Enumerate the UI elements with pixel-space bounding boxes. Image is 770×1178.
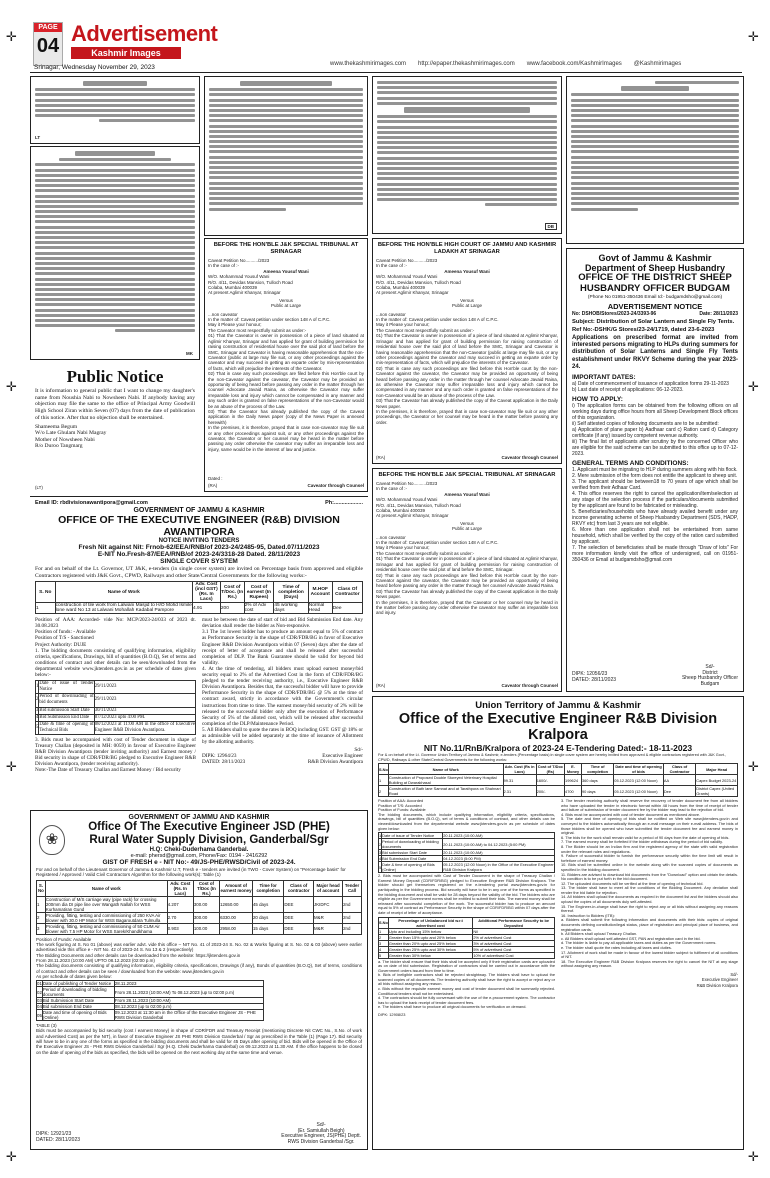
ut-heading: Union Territory of Jammu & Kashmir: [475, 700, 641, 711]
section-title: Advertisement: [71, 21, 218, 46]
table-row: 1 construction of tile work from Lalwani Masjid to H/O Mohd Ismile lone ward No 13 at Lalwani Mohallah Kadabal Pampore 4.91 200 2% of Adv cost 45 working days Normal Head Dee: [36, 603, 363, 614]
section-header: [71, 21, 218, 64]
office-heading: OFFICE OF THE EXECUTIVE ENGINEER (R&B) DIVISION AWANTIPORA: [58, 514, 340, 538]
important-dates-heading: IMPORTANT DATES:: [572, 374, 636, 382]
phe-ganderbal-tender-notice: [30, 810, 368, 1150]
notice-intro: For and on behalf of the Lieutenant Governor of Jammu & Kashmir U.T, Fresh e - tenders are invited (in TWO - Cover System) on "Percentage basis" for Registered / Approved / Valid Civil Contractors Algorithm for the following work(s): Table (1): [36, 867, 346, 878]
caveator-signature: Caveator through Counsel: [307, 482, 364, 488]
notice-column-right: 3. The tender receiving authority shall reserve the recovery of tender document fee from all bidders who have uploaded the tender in electronic format within 48 hours from the time of receipt of tender and failure of submission of tender document fee by the bidder may lead to the rejection of bid. 4. Bids must be accompanied with cost of tender document as mentioned above. 5. The date and time of opening of bids shall be notified on Web site www.jktenders.gov.in and conveyed to the bidders automatically through an e-mail message on their e-mail address. The bids of those bidders shall be opened who have submitted the tender document fee and earnest money in original. 6. The bids for the work shall remain valid for a period of 90 days from the date of opening of bids. 7. The earnest money shall be forfeited if the bidder withdraws during the period of bid validity. 8. The Bidder should be an Indian firm and the registered agency of the state with valid registration under the relevant rules and regulations. 9. Failure of successful bidder to furnish the performance security within the time limit will result in forfeiture of earnest money. 10. Bids shall be submitted online in the website along with the scanned copies of documents as specified in the bidding document. 11. Bidders are advised to download bid documents from the "Download" option and obtain the details. No condition is to be put forth in the bid document. 12. The uploaded documents will be verified at the time of opening of technical bid. 13. The bidder shall have to meet all the conditions of the Bidding Document. Any deviation shall render the bid liable for rejection. 14. All bidders shall upload the documents as required in the document list and the bidders should also upload the copies of all documents duly self-attested. 15. The Engineer-in-charge shall have the right to reject any or all bids without assigning any reasons thereof. 16. Instruction to Bidders (ITB): a. Bidders shall submit the following information and documents with their bids: copies of original documents defining constitution/legal status, place of registration and principal place of business, and registration cards. b. All Bidders shall upload Treasury Challan. c. All Bidders shall upload self-attested GST, PAN and registration card in the bid. d. The bidder is liable to pay all applicable taxes and duties as per the Government norms. e. The bidder shall quote the rates including all taxes and duties. 17. Allotment of work shall be made in favour of the lowest bidder subject to fulfilment of all conditions of NIT. 18. The Executive Engineer R&B Division Kralpora reserves the right to cancel the NIT at any stage without assigning any reason. Sd/- Executive Engineer R&B Division Kralpora: [561, 798, 738, 988]
urdu-notice-2: [30, 146, 200, 360]
gov-heading: GOVERNMENT OF JAMMU & KASHMIR: [133, 507, 265, 514]
caveator-signature: Caveator through Counsel: [501, 682, 558, 688]
gov-heading: GOVERNMENT OF JAMMU AND KASHMIR: [128, 814, 270, 821]
notice-column-left: Position of AAA: Accorded Position of T/S: Accorded Position of Funds: Available The bidding documents, which include qualifying information, eligibility criteria, specifications, drawings, bill of quantities (B.O.Q), set of terms & conditions of contract, and other details can be viewed/downloaded from the departmental website www.jktenders.gov.in as per schedule of dates given below: 1 Date of issue of Tender Notice 20.11.2023 (10:00 AM) 2 Period of downloading of bidding documents 20.11.2023 (10:00 AM) to 04.12.2023 (5:00 PM) 3 Bid submission Start Date 20.11.2023 (10:00 AM) 4 Bid Submission End Date 04.12.2023 (5:00 PM) 5 Date & time of opening of Bids (Online) 05.12.2023 (12:00 Noon) in the Office of the Executive Engineer R&B Division Kralpora 2. Bids must be accompanied with Cost of Tender Document in the shape of Treasury Challan / Earnest Money Deposit (CDR/FDR/BG) pledged to Executive Engineer R&B Division Kralpora. The bidder should get themselves registered on the e-tendering portal www.jktenders.gov.in for participating in the bidding process. Bid security will have to be in any one of the forms as specified in the bidding document and shall be valid for 28 days beyond the validity of the bid. The bidders who are eligible as per the Government norms shall be entitled to submit their bids. The earnest money shall be released after successful completion of the work. The successful bidder has to produce an amount equal to 5% of contract as Performance Security in the shape of CDR/FDR/BG within 07 days after the date of receipt of letter of acceptance. S.No Percentage of Unbalanced bid w.r.t advertised cost Additional Performance Security to be Deposited 1 Upto and including 15% below Nil 2 Greater than 15% upto and 20% below 2% of advertised Cost 3 Greater than 20% upto and 25% below 3% of advertised Cost 4 Greater than 25% upto and 30% below 5% of advertised Cost 5 Greater than 30% below 10% of advertised Cost a. The bidder shall ensure that their bids shall be accepted only if their registration cards are uploaded as on date of bid submission. Registration of contractors shall be carried out in accordance with the Government orders issued from time to time. b. Bids of ineligible contractors shall be rejected straightway. The bidders shall have to upload the scanned copies of all documents. The tendering authority shall have the right to accept or reject any or all bids without assigning any reason. c. Bids without the requisite earnest money and cost of tender document shall be summarily rejected. Conditional tenders shall not be entertained. d. The contractors should be fully conversant with the use of the e-procurement system. The contractor has to upload the bank receipt of tender document fees. e. The bidders shall have to produce all original documents for verification on demand. DIPK: 12908/23: [378, 798, 555, 1018]
schedule-table: 1 Date of issue of Tender Notice 20.11.2023 (10:00 AM) 2 Period of downloading of bidding documents 20.11.2023 (10:00 AM) to 04.12.2023 (5:00 PM) 3 Bid submission Start Date 20.11.2023 (10:00 AM) 4 Bid Submission End Date 04.12.2023 (5:00 PM) 5 Date & time of opening of Bids (Online) 05.12.2023 (12:00 Noon) in the Office of the Executive Engineer R&B Division Kralpora: [379, 833, 554, 873]
office-heading: Office Of The Executive Engineer JSD (PHE) Rural Water Supply Division, Ganderbal/Sgr: [88, 821, 330, 846]
caveat-parties: Caveat Petition No........../2023 In the case of :- Ameena Yousuf Wani W/O. Mohammad Yousuf Wani R/O. 4/11, Devidas Mansion, Tulloch Road Colaba, Mumbai 400039 At present Aglimir Khanyar, Srinagar Versus Public at Large: [376, 481, 490, 532]
notice-dipk: DIPK: 12964/23: [202, 753, 237, 760]
notice-code: DB: [545, 223, 558, 230]
how-to-apply-list: i) The application forms can be obtained from the following offices on all working days during office hours from all Sheep Development Block offices of this organization. ii) Self attested copies of following documents are to be submitted: a) Application of plane paper b) Aadhaar card c) Ration card d) Category certificate (if any) issued by competent revenue authority. iii) The final list of applicants after scrutiny by the concerned Officer who are eligible for the said scheme can be submitted to this office up to 07-12-2023.: [572, 403, 738, 458]
notice-code: (LT): [35, 484, 43, 490]
registration-mark: ✛: [6, 760, 17, 775]
caveat-body: ...non caveator In the matter of: Caveat petition under section 148 A of C.P.C. May it Please your honour; The Caveator most respectfully submit as under:- 01) That the Caveator is owner in possession of a piece of land situated at Aglimir Khanyar, Srinagar and has applied for grant of building permission for raising construction of residential house over the said plot of land before the SMC, Srinagar and Caveator is having reasonable apprehension that the non-Caveator (public at large may file suit, or any other proceedings against the caveator and may succeed in getting an exparte order by mis-representation of facts, which will prejudice the interests of the Caveator. 02) That in case any such proceedings are filed before this Hon'ble court by the non-Caveator against the caveator, the Caveator may be provided an opportunity of being heard before passing any order in the matter through her counsel Advocate Javaid Raina, as otherwise the Caveator may suffer irreparable loss and injury which cannot be compensated in any manner and any such order is granted on false representations of the non-Caveator would be an abuse of the process of the Law. 03) That the Caveator has already published the copy of the Caveat application in the Daily News paper (copy of the News Paper is annexed herewith) In the premises, it is therefore, prayed that in case non-caveator may file suit or any other proceedings against suit, or any other proceedings against the caveator, the Caveator or her counsel may be heard in the matter before passing any order otherwise the caveator may suffer an irreparable loss and injury, same would be in the interest of law and justice.: [208, 311, 364, 452]
registration-mark: ✛: [748, 760, 759, 775]
notice-terms: TABLE (3) Bids must be accompanied by bid security (cost / earnest Money) in shape of CDR/FDR and Treasury Receipt (mentioning Discrete Nit CWC No., S.No. of work and Advertised Cost) as per the NIT), in favor of Executive Engineer JS PHE RWS Division Ganderbal / Sgr as prescribed in the Table (1) (Page 17). Bid security will have to be in any one of the forms as specified in the bidding documents and shall be valid for 45 Days after opening of bid. Bids will be opened in the Office of the Executive Engineer JS - PHE RWS Division Ganderbal / Sgr (H.Q. Cheki Duderhama Ganderbal) on 09.12.2023 at 11.30 AM. If the office happens to be closed on the date of opening of the bids as specified, the bids will be opened on the next working day at the same time and venue.: [36, 1023, 362, 1055]
notice-dipk: DIPK: 12921/23 DATED: 28/11/2023: [36, 1131, 81, 1143]
public-notice-title: Public Notice: [66, 367, 164, 386]
registration-mark: ✛: [6, 380, 17, 395]
registration-mark: ✛: [748, 30, 759, 45]
notice-intro: For and on behalf of the Lt. Governor, UT J&K, e-tenders (in single cover system) are invited on Percentage basis from approved and eligible Contractors registered with J&K Govt., CPWD, Railways and other State/Central Governments for the following works:-: [35, 566, 363, 579]
notice-code: LT: [35, 134, 41, 140]
notice-columns: [35, 617, 363, 773]
notice-reference: Ref No:-DSHK/G Stores/23-24/1719, dated 23-6-2023: [572, 327, 715, 333]
notice-title: NOTICE INVITING TENDERS: [158, 538, 240, 544]
caveat-body: ...non caveator In the matter of: Caveat petition under section 148 A of C.P.C. May it Please your honour; The Caveator most respectfully submit as under:- 01) That the Caveator is owner in possession of a piece of land situated at Aglimir Khanyar, Srinagar and has applied for grant of building permission for raising construction of residential house over the said plot of land before the SMC, Srinagar. 02) That in case any such proceedings are filed before this Hon'ble court by the non-Caveator against the caveator, the Caveator may be provided an opportunity of being heard before passing any order in the matter through her counsel Advocate Javaid Raina. 03) That the Caveator has already published the copy of the Caveat application in the Daily News paper. In the premises, it is therefore, prayed that the Caveator or her counsel may be heard in the matter before passing any order otherwise the caveator may suffer an irreparable loss and injury.: [376, 534, 558, 616]
epaper-link[interactable]: http://epaper.thekashmirimages.com: [418, 61, 515, 67]
notice-code: (RA): [208, 482, 218, 488]
masthead-rule: [30, 72, 742, 73]
notice-heading: BEFORE THE HON'BLE J&K SPECIAL TRIBUNAL AT SRINAGAR: [378, 472, 556, 478]
notice-heading: BEFORE THE HON'BLE J&K SPECIAL TRIBUNAL AT SRINAGAR: [213, 242, 359, 255]
page-number: 04: [36, 35, 60, 57]
emblem-icon: ❀: [39, 825, 65, 855]
contact-row: Email ID: rbdivisionawantipora@gmail.com Ph:...................: [35, 500, 363, 506]
nit-line: NIT No.11/RnB/Kralpora of 2023-24 E-Tendering Dated:- 18-11-2023: [423, 743, 693, 753]
contact-line: e-mail: phersd@gmail.com, Phone/Fax: 0194 - 2416292: [130, 853, 268, 859]
caveat-parties: Caveat Petition No........../2023 In the case of :- Ameena Yousuf Wani W/O. Mohammad Yousuf Wani R/O. 4/11, Devidas Mansion, Tulloch Road Colaba, Mumbai 400039 At present Aglimir Khanyar, Srinagar Versus Public at Large: [208, 258, 309, 309]
notice-signatory: Sd/- (Er. Samiullah Beigh) Executive Engineer, JS(PHE) Deptt. RWS Division Ganderbal /Sgr.: [281, 1122, 361, 1145]
urdu-notice-4: [372, 76, 562, 234]
caveat-notice-tribunal-2: [372, 468, 562, 692]
important-dates-list: a) Date of commencement of issuance of application forms 29-11-2023 b) Last date of receipt of applications: 06-12-2023.: [572, 381, 729, 394]
sheep-husbandry-advertisement: [566, 248, 744, 692]
public-notice-body: It is information to general public that I want to change my daughter's name from Noushia Nabi to Nowsheen Nabi. If anybody having any objection may file the same to the office of Principal Army Goodwill High School Ziran within Seven (07) days from the date of publication of this notice. After that no objection shall be entertained.: [35, 388, 195, 421]
page-label: PAGE: [34, 23, 62, 32]
notice-subject: Subject: Distribution of Solar Lantern and Single Fly Tents.: [572, 319, 735, 325]
notice-code: (RA): [376, 454, 386, 460]
schedule-table: 1 Date of issue of Tender Notice 29/11/2023 2 Period of downloading of bid documents 29/11/2023 3 Bid submission Start Date 30/11/2023 4 Bid Submission End Date 07/12/2023 upto 4:00 PM. 5 Date & time of opening of Technical Bids 08/12/2023 at 11:00 AM in the office of Executive Engineer R&B Division Awantipora.: [36, 681, 195, 733]
notice-code: (RA): [376, 682, 386, 688]
department-heading: Department of Sheep Husbandry: [584, 263, 726, 273]
table-row: 3 Providing, fitting, testing and commissioning of 50 CUM Air blower with 7.5 HP Motor for WSS Sarek/Khandkhama 0.903 100.00 2958.00 15 days DEE M&R 2nd: [37, 923, 362, 934]
registration-mark: ✛: [6, 30, 17, 45]
general-terms-list: 1. Applicant must be migrating to HLP during summers along with his flock. 2. Mere submission of the form does not entitle the applicant to sheep unit. 3. The applicant should be between18 to 70 years of age which shall be verified from their Adhaar Card. 4. This office reserves the right to cancel the application/item/selection at any stage of the selection process if the particulars/documents submitted by the applicant are found to be fabricated or misleading. 5. Beneficiaries/households who have already availed benefit under any income generating scheme of Sheep Husbandry Department (SDS, HADP, RKVY etc) from last 3 years are not eligible. 6. More than one application shall not be entertained from same household, which shall be verified by the copy of the ration card submitted by applicant. 7. The selection of beneficiaries shall be made through "Draw of lots" For more information kindly visit the office of undersigned, call on 01951-350436 or Email at budgamdsho@gmail.com: [572, 467, 738, 564]
urdu-notice-1: [30, 76, 200, 144]
table-row: 2 Construction of Bath lane Samnat and at Tarathpora on Shahnari Road 2.31 200/- 4700 90 days 05.12.2023 (12:00 Noon) Dee District Capex (United Grants): [379, 786, 738, 797]
tender-table: [35, 581, 363, 614]
how-to-apply-heading: HOW TO APPLY:: [572, 396, 623, 404]
registration-mark: ✛: [6, 1150, 17, 1165]
nit-line: Fresh Nit against Nit: Frnob-62/EEA/RNB/of 2023-24/2485-95, Dated.07/11/2023: [78, 544, 320, 551]
urdu-notice-5: [566, 76, 744, 244]
registration-mark: ✛: [748, 380, 759, 395]
dateline: Srinagar, Wednesday November 29, 2023: [34, 64, 155, 71]
awantipora-tender-notice: [30, 496, 368, 808]
tender-table: S.No Name of Work Adv. Cost (Rs in Lacs) Cost of T/Doc (Rs) E. Money Time of completion Date and time of opening of bids Class of Contractor Major Head 1 Construction of Proposed Double Storeyed Veterinary Hospital Building at Dwarakhasal 99.31 1600/- 199624 360 days 05.12.2023 (12:00 Noon) AA Capex Budget 2023-24 2 Construction of Bath lane Samnat and at Tarathpora on Shahnari Road 2.31 200/- 4700 90 days 05.12.2023 (12:00 Noon) Dee District Capex (United Grants): [379, 764, 737, 796]
hq-line: H.Q: Cheki-Duderhama Ganderbal.: [149, 847, 249, 853]
notice-column-right: must be between the date of start of bid and Bid Submission End date. Any deviation shall render the bidder as Non-responsive. 3.1 The 1st lowest bidder has to produce an amount equal to 5% of contract as Performance Security in the shape of CDR/FDR/BG in favor of Executive Engineer R&B Division Awantipora within 07 (Seven) days after the date of receipt of letter of acceptance and shall be released after successful completion of DLP. The Bank Guarantee should be valid for beyond bid validity. 4. At the time of tendering, all bidders must upload earnest money/bid security equal to 2% of the Advertised Cost in the form of CDR/FDR/BG pledged to the tender receiving authority, i.e., Executive Engineer R&B Division Awantipora. Besides that, the successful bidder will have to provide Performance Security in the shape of CDR/FDR/BG @ 5% at the time of contract award, strictly in accordance with the Government's circular instructions from time to time. The earnest money/bid security of 2% will be released to the successful bidder only after the execution of Performance Security of 5% of the alloted cost, which will be released after successful completion of the DLP/Maintenance Period. 5. All Bidders shall to quote the rates in BOQ including GST. GST @ 18% or as admissible will be added separately at the time of issuance of Allotment by the allotting authority. Sd/- DIPK: 12964/23 DATED: 28/11/2023 Executive Engineer R&B Division Awantipora: [202, 617, 363, 766]
notice-body: Applications on prescribed format are invited from interested persons migrating to HLPs during summers for distribution of Solar Lanterns and Single Fly Tents establishment under RKVY Scheme during the year 2023-24.: [572, 335, 738, 370]
caveat-notice-tribunal-1: [204, 238, 368, 492]
schedule-table: 01 Date of publishing of Tender Notice 28.11.2023 02 Period of downloading of bidding documents From 28.11.2023 (10:00 AM) To 08.12.2023 (up to 02:00 p.m) 03 Bid Submission Start Date From 28.11.2023 (10:00 AM) 04 Bid submission End Date 08.12.2023 (up to 02:00 p.m) 05 Date and time of opening of Bids (Online) 09.12.2023 at 11:30 am in the Office of the Executive Engineer JS - PHE RWS Division Ganderbal: [36, 980, 264, 1021]
notice-heading: BEFORE THE HON'BLE HIGH COURT OF JAMMU AND KASHMIR LADAKH AT SRINAGAR: [377, 242, 557, 255]
public-notice: [30, 364, 200, 492]
caveat-notice-high-court: [372, 238, 562, 464]
notice-intro: For & on behalf of the Lt. Governor Union Territory of Jammu & Kashmir, e-tenders (Percentage basis) in single cover system are hereby invited from approved & eligible contractors registered with J&K Govt., CPWD, Railways & other State/Central Governments for the following works:: [378, 753, 726, 762]
caveat-parties: Caveat Petition No........../2023 In the case of :- Ameena Yousuf Wani W/O. Mohammad Yousuf Wani R/O. 4/11, Devidas Mansion, Tulloch Road Colaba, Mumbai 400039 At present Aglimir Khanyar, Srinagar Versus Public at Large: [376, 258, 490, 309]
cover-system: SINGLE COVER SYSTEM: [160, 558, 238, 565]
contact-line: (Phone No 01951-350436 Email Id:- budgamdsho@gmail.com): [587, 295, 723, 300]
page-number-box: [33, 22, 63, 66]
notice-code: MK: [186, 350, 193, 356]
notice-dipk: DIPK: 12056/23 DATED: 28/11/2023: [572, 671, 617, 683]
table-header-row: S. No Name of Work Adv. Cost (incl GST) (Rs. In Lacs) Cost of T/Doc. (In Rs.) Cost of earnest (In Rupees) Time of completion (Days) M.HOF Account Class Of Contractor: [36, 582, 363, 603]
nit-line: GIST OF FRESH e - NIT No:- 49/JS-PHE/RWSD/Civil of 2023-24.: [102, 859, 296, 866]
notice-date: Dated :: [208, 475, 223, 481]
website-link[interactable]: www.thekashmirimages.com: [330, 61, 407, 67]
notice-signatory: Sd/- Executive Engineer R&B Division Kralpora: [696, 971, 738, 988]
signatory-title: Executive Engineer: [322, 753, 363, 760]
urdu-notice-3: [204, 76, 368, 236]
registration-mark: ✛: [748, 1150, 759, 1165]
table-row: 1 Construction of M/S carriage way (pipe rack) for crossing 200mm dia DI pipe line over Wangath Nallah for WSS Kurhamatiran Gund 4.207 300.00 12650.00 45 days DEE JKIDFC 2nd: [37, 896, 362, 912]
notice-ref: No: DSHOB/Stores/2023-24/3393-96 Date: 28/11/2023: [572, 311, 738, 317]
signatory-office: R&B Division Awantipora: [307, 759, 363, 766]
notice-signatory: Sd/- District Sheep Husbandry Officer Budgam: [681, 664, 738, 687]
caveat-body: ...non caveator In the matter of: Caveat petition under section 148 A of C.P.C. May it Please your honour; The Caveator most respectfully submit as under:- 01) That the Caveator is owner in possession of a piece of land situated at Aglimir Khanyar, Srinagar and has applied for grant of building permission for raising construction of residential house over the said plot of land before the SMC, Srinagar and Caveator is having reasonable apprehension that the non-Caveator (public at large may file suit, or any other proceedings against the caveator and may succeed in getting an exparte order by mis-representation of facts, which will prejudice the interests of the Caveator. 02) That in case any such proceedings are filed before this Hon'ble court by the non-Caveator against the caveator, the Caveator may be provided an opportunity of being heard before passing any order in the matter through her counsel Advocate Javaid Raina, as otherwise the Caveator may suffer irreparable loss and injury which cannot be compensated in any manner and any such order is granted on false representations of the non-Caveator would be an abuse of the process of the Law. 03) That the Caveator has already published the copy of the Caveat application in the Daily News paper. In the premises, it is therefore, prayed that in case non-caveator may file suit or any other proceedings, the Caveator or her counsel may be heard in the matter before passing any order.: [376, 311, 558, 425]
performance-table: S.No Percentage of Unbalanced bid w.r.t advertised cost Additional Performance Security to be Deposited 1 Upto and including 15% below Nil 2 Greater than 15% upto and 20% below 2% of advertised Cost 3 Greater than 20% upto and 25% below 3% of advertised Cost 4 Greater than 25% upto and 30% below 5% of advertised Cost 5 Greater than 30% below 10% of advertised Cost: [378, 917, 555, 959]
facebook-link[interactable]: www.facebook.com/KashmirImages: [526, 61, 622, 67]
notice-body: Position of Funds: Available The work figuring at S. No 01 (above) was earlier advt. vide this office – NIT No. 41 of 2023-24 S. No. 02 & Works figuring at S. No. 02 & 03 (above) were earlier advertised vide this office e - NIT No. 42 of 2023-24 S. No 13 & 2 (respectively) The Bidding Documents and other details can be downloaded from the website: https://jktenders.gov.in From 28.11.2023 (10:00 AM) UPTO 08.12.2023 (02:00 p.m) The bidding documents consisting of qualifying information, eligibility criteria, specifications, Drawings (if any), Bonds of quantities (B.O.Q), Set of terms, conditions of contract and other details can be seen / downloaded from the website: www.jktenders.gov.in As per schedule of dates given below:: [36, 936, 362, 979]
enit-line: E-NIT No.Fresh-87/EEA/RNB/of 2023-24/3318-28 Dated. 28/11/2023: [97, 551, 301, 558]
notice-title: ADVERTISEMENT NOTICE: [607, 302, 703, 311]
notice-column-left: Position of AAA: Accorded- vide No: MCP/2023-24/033 of 2023 dt. 30.08.2023 Position of funds: - Available Position of T/S - Sanctioned Project Authority: DUJE 1. The bidding documents consisting of qualifying information, eligibility criteria, specifications, Drawings, bill of quantities (B.O.Q), Set of terms and conditions of contract and other details can be seen/downloaded from the departmental website www.jktenders.gov.in as per schedule of dates given below:- 1 Date of issue of Tender Notice 29/11/2023 2 Period of downloading of bid documents 29/11/2023 3 Bid submission Start Date 30/11/2023 4 Bid Submission End Date 07/12/2023 upto 4:00 PM. 5 Date & time of opening of Technical Bids 08/12/2023 at 11:00 AM in the office of Executive Engineer R&B Division Awantipora. 3. Bids must be accompanied with cost of Tender document in shape of Treasury Challan (deposited in MH: 0059) in favour of Executive Engineer R&B Division Awantipora (tender inviting authority) and Earnest money / Bid security in shape of CDR/FDR/BG pledged to Executive Engineer R&B Division Awantipora, (tender receiving authority). Note:-The Date of Treasury Challan and Earnest Money / Bid security: [35, 617, 196, 774]
table-row: 1 Construction of Proposed Double Storeyed Veterinary Hospital Building at Dwarakhasal 99.31 1600/- 199624 360 days 05.12.2023 (12:00 Noon) AA Capex Budget 2023-24: [379, 775, 737, 785]
table-row: 2 Providing, fitting, testing and commissioning of 250 KVA Air blower with 30.0 HP Motor for WSS Bagaroutdara Tulmulla 2.70 300.00 6330.00 20 days DEE M&R 2nd: [37, 912, 362, 923]
gov-heading: Govt of Jammu & Kashmir: [598, 253, 712, 263]
office-heading: Office of the Executive Engineer R&B Division Kralpora: [398, 711, 718, 743]
notice-columns: [378, 799, 738, 1017]
general-terms-heading: GENERAL TERMS AND CONDITIONS:: [572, 460, 689, 468]
paper-name: Kashmir Images: [71, 47, 181, 59]
notice-date: DATED: 28/11/2023: [202, 759, 246, 766]
twitter-link[interactable]: @Kashmirimages: [633, 61, 682, 67]
masthead-links: [330, 61, 681, 67]
kralpora-tender-notice: [372, 696, 744, 1150]
notice-dipk: DIPK: 12908/23: [378, 1012, 406, 1018]
caveator-signature: Caveator through Counsel: [501, 454, 558, 460]
office-heading: OFFICE OF THE DISTRICT SHEEP HUSBANDRY OFFICER BUDGAM: [578, 272, 732, 294]
tender-table: S. No Name of work Adv. Cost (Rs. In Lacs) Cost of T/Doc (In Rs.) Amount of earnest money Time for completion Class of contractor Major head of account Tender Call 1 Construction of M/S carriage way (pipe rack) for crossing 200mm dia DI pipe line over Wangath Nallah for WSS Kurhamatiran Gund 4.207 300.00 12650.00 45 days DEE JKIDFC 2nd 2 Providing, fitting, testing and commissioning of 250 KVA Air blower with 30.0 HP Motor for WSS Bagaroutdara Tulmulla 2.70 300.00 6330.00 20 days DEE M&R 2nd 3 Providing, fitting, testing and commissioning of 50 CUM Air blower with 7.5 HP Motor for WSS Sarek/Khandkhama 0.903 100.00 2958.00 15 days DEE M&R 2nd: [36, 880, 362, 935]
public-notice-signatory: Shameema Begum W/o Late Ghulam Nabi Magray Mother of Nowsheen Nabi R/o Duroo Tangmarg: [35, 423, 107, 450]
